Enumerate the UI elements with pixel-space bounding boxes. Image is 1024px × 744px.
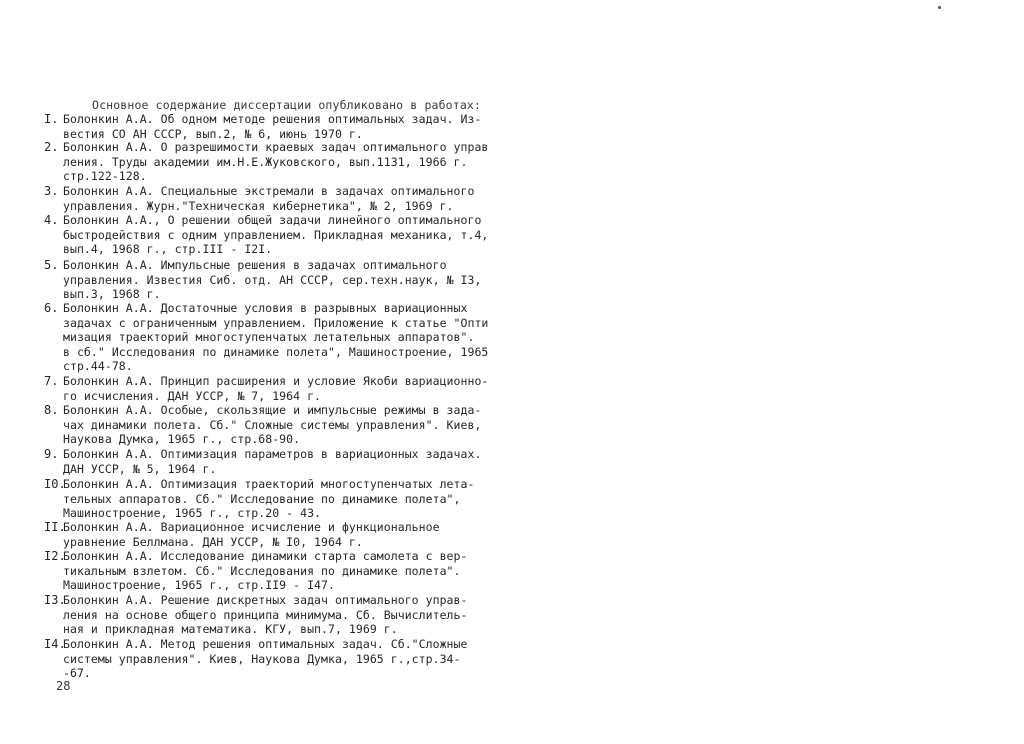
reference-line: Болонкин А.А. Об одном методе решения оптимальных задач. Из- — [63, 112, 482, 126]
reference-line: Болонкин А.А., О решении общей задачи линейного оптимального — [63, 213, 482, 227]
reference-line: Болонкин А.А. Вариационное исчисление и функциональное — [63, 520, 440, 534]
reference-line: чах динамики полета. Сб." Сложные системы управления". Киев, — [63, 417, 482, 432]
reference-line: управления. Журн."Техническая кибернетика", № 2, 1969 г. — [63, 198, 454, 213]
reference-number: II. — [44, 520, 66, 534]
reference-line: тельных аппаратов. Сб." Исследование по динамике полета", — [63, 491, 461, 506]
reference-line: ления. Труды академии им.Н.Е.Жуковского, вып.1131, 1966 г. — [63, 154, 468, 169]
reference-line: Болонкин А.А. О разрешимости краевых задач оптимального управ — [63, 140, 489, 154]
reference-number: I0. — [44, 477, 66, 491]
reference-text — [63, 140, 488, 184]
reference-line: задачах с ограниченным управлением. Приложение к статье "Опти — [63, 315, 489, 330]
reference-line: тикальным взлетом. Сб." Исследования по динамике полета". — [63, 563, 461, 578]
reference-number: 8. — [44, 403, 59, 417]
document-heading: Основное содержание диссертации опубликовано в работах: — [92, 98, 482, 112]
reference-line: Машиностроение, 1965 г., стр.20 - 43. — [63, 506, 322, 520]
reference-line: -67. — [63, 666, 91, 680]
reference-number: 3. — [44, 184, 59, 198]
reference-number: 7. — [44, 374, 59, 388]
reference-line: ления на основе общего принципа минимума. Сб. Вычислитель- — [63, 607, 468, 622]
reference-line: го исчисления. ДАН УССР, № 7, 1964 г. — [63, 388, 322, 403]
reference-number: 5. — [44, 258, 59, 272]
reference-line: Болонкин А.А. Достаточные условия в разрывных вариационных — [63, 301, 468, 315]
reference-number: I2. — [44, 549, 66, 563]
reference-number: 9. — [44, 447, 59, 461]
reference-text — [63, 593, 467, 637]
page-number: 28 — [56, 679, 71, 693]
reference-text — [63, 403, 481, 447]
reference-line: Болонкин А.А. Импульсные решения в задачах оптимального — [63, 258, 447, 272]
reference-line: Болонкин А.А. Решение дискретных задач оптимального управ- — [63, 593, 468, 607]
reference-line: стр.122-128. — [63, 169, 147, 183]
reference-line: ная и прикладная математика. КГУ, вып.7, 1969 г. — [63, 622, 398, 636]
reference-line: Болонкин А.А. Метод решения оптимальных задач. Сб."Сложные — [63, 637, 468, 651]
reference-text — [63, 637, 467, 681]
reference-line: Машиностроение, 1965 г., стр.II9 - I47. — [63, 578, 335, 592]
reference-text — [63, 258, 481, 302]
reference-text — [63, 549, 467, 593]
reference-text — [63, 184, 474, 213]
reference-line: мизация траекторий многоступенчатых летательных аппаратов". — [63, 330, 475, 344]
reference-text — [63, 447, 481, 476]
reference-line: Болонкин А.А. Оптимизация параметров в вариационных задачах. — [63, 447, 482, 461]
reference-text — [63, 301, 488, 374]
reference-line: стр.44-78. — [63, 359, 133, 373]
reference-line: ДАН УССР, № 5, 1964 г. — [63, 461, 217, 476]
reference-line: Болонкин А.А. Оптимизация траекторий многоступенчатых лета- — [63, 477, 475, 491]
reference-text — [63, 213, 488, 257]
reference-line: вып.3, 1968 г. — [63, 287, 161, 301]
reference-line: вестия СО АН СССР, вып.2, № 6, июнь 1970 г. — [63, 126, 363, 141]
reference-number: 4. — [44, 213, 59, 227]
reference-line: Болонкин А.А. Специальные экстремали в задачах оптимального — [63, 184, 475, 198]
reference-text — [63, 374, 488, 403]
reference-line: управления. Известия Сиб. отд. АН СССР, сер.техн.наук, № I3, — [63, 272, 482, 287]
scan-speck — [938, 6, 941, 9]
reference-line: Болонкин А.А. Исследование динамики старта самолета с вер- — [63, 549, 468, 563]
reference-number: I4. — [44, 637, 66, 651]
reference-line: быстродействия с одним управлением. Прикладная механика, т.4, — [63, 227, 489, 242]
reference-line: Наукова Думка, 1965 г., стр.68-90. — [63, 432, 301, 446]
reference-text — [63, 520, 440, 549]
reference-text — [63, 112, 481, 141]
reference-number: 2. — [44, 140, 59, 154]
reference-line: Болонкин А.А. Особые, скользящие и импульсные режимы в зада- — [63, 403, 482, 417]
reference-line: системы управления". Киев, Наукова Думка, 1965 г.,стр.34- — [63, 651, 461, 666]
reference-line: в сб." Исследования по динамике полета", Машиностроение, 1965 — [63, 344, 489, 359]
reference-line: Болонкин А.А. Принцип расширения и условие Якоби вариационно- — [63, 374, 489, 388]
reference-number: I3. — [44, 593, 66, 607]
reference-number: 6. — [44, 301, 59, 315]
reference-text — [63, 477, 474, 521]
reference-line: уравнение Беллмана. ДАН УССР, № I0, 1964 г. — [63, 534, 363, 549]
reference-number: I. — [44, 112, 59, 126]
reference-line: вып.4, 1968 г., стр.III - I2I. — [63, 242, 273, 256]
